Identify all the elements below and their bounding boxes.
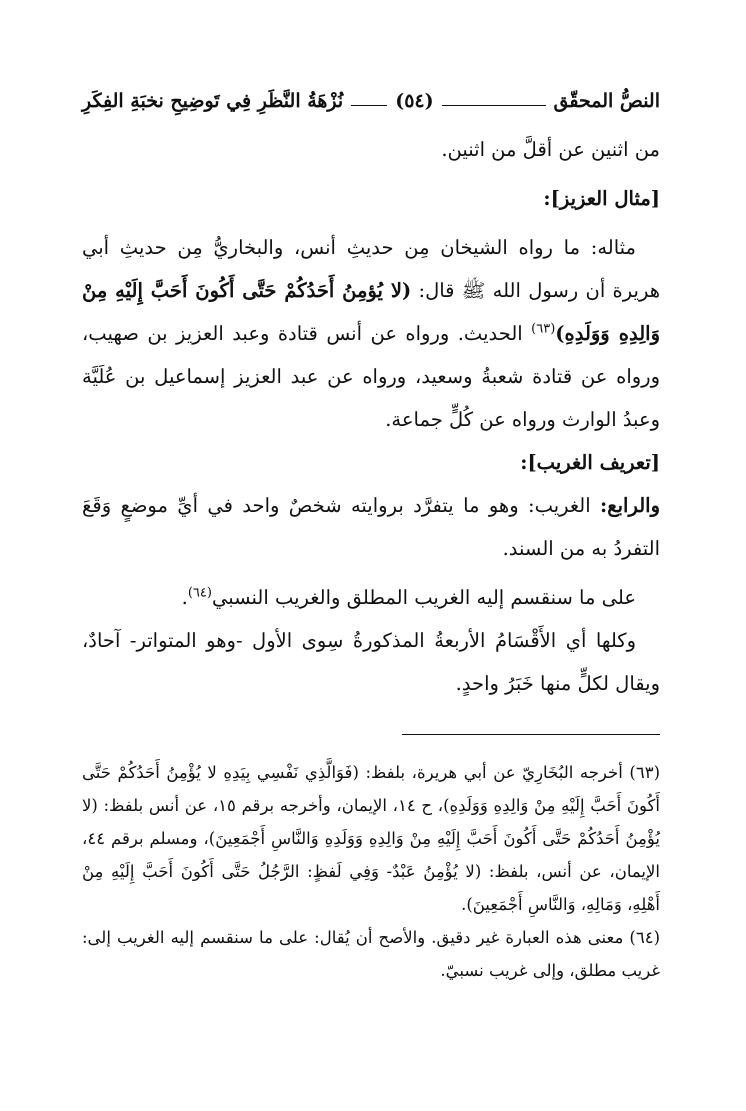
footnote-quote: (فَوَالَّذِي نَفْسِي بِيَدِهِ لا يُؤْمِنُ أَحَدُكُمْ حَتَّى أَكُونَ أَحَبَّ إِلَيْهِ مِنْ وَالِدِهِ وَوَلَدِهِ) [82,763,660,815]
heading-aziz-example: [مثال العزيز]: [543,187,660,210]
paragraph-gharib-definition [82,484,660,570]
footnote-ref-64: (٦٤) [187,585,212,601]
footnote-text: ، ح ١٤، الإيمان، وأخرجه برقم ١٥، عن أنس بلفظ: [97,796,444,815]
header-book-title: نُزْهَةُ النَّظَرِ فِي تَوضِيحِ نخبَةِ الفِكَرِ [82,90,344,112]
gharib-text: الغريب: وهو ما يتفرَّد بروايته شخصٌ واحد في أيِّ موضعٍ وَقَعَ التفردُ به من السند. [82,494,660,560]
main-text [82,128,660,705]
page-number: (٥٤) [395,90,434,112]
header-section-title: النصُّ المحقّق [553,90,660,112]
gharib-lead: والرابع: [600,494,660,517]
footnote-number: (٦٣) [629,763,661,782]
footnote-text: ، ومسلم برقم ٤٤، الإيمان، عن أنس، بلفظ: [82,829,660,881]
footnote-63 [82,756,660,921]
running-header [82,84,660,118]
paragraph-aziz-example [82,226,660,441]
footnote-number: (٦٤) [629,928,660,947]
paragraph-ahad: وكلها أي الأَقْسَامُ الأربعةُ المذكورةُ سِوى الأول -وهو المتواتر- آحادٌ، ويقال لكلٍّ منها خَبَرُ واحدٍ. [82,629,660,695]
header-dash-right [442,105,546,106]
footnote-quote: (لا يُؤْمِنُ أَحَدُكُمْ حَتَّى أَكُونَ أَحَبَّ إِلَيْهِ مِنْ وَالِدِهِ وَوَلَدِهِ وَالنَّاسِ أَجْمَعِينَ) [82,796,660,848]
footnote-text: أخرجه البُخَارِيّ عن أبي هريرة، بلفظ: [358,763,630,782]
example-continuation: الحديث. ورواه عن أنس قتادة وعبد العزيز بن صهيب، ورواه عن قتادة شعبةُ وسعيد، ورواه عن عبد العزيز إسماعيل بن عُلَيَّة وعبدُ الوارث ورواه عن كُلٍّ جماعة. [82,322,660,431]
footnote-quote: (لا يُؤْمِنُ عَبْدٌ- وَفِي لَفظٍ: الرَّجُلُ حَتَّى أَكُونَ أَحَبَّ إِلَيْهِ مِنْ أَهْلِهِ، وَمَالِهِ، وَالنَّاسِ أَجْمَعِينَ) [82,862,660,914]
paragraph-division [82,576,660,619]
footnote-text: معنى هذه العبارة غير دقيق. والأصح أن يُقال: على ما سنقسم إليه الغريب إلى: غريب مطلق، وإلى غريب نسبيّ. [82,928,660,980]
footnote-ref-63: (٦٣) [531,321,556,337]
footnotes [82,756,660,987]
continuation-line: من اثنين عن أقلَّ من اثنين. [441,138,660,161]
footnote-text: . [461,895,467,914]
example-intro: مثاله: ما رواه الشيخان مِن حديثِ أنس، والبخاريُّ مِن حديثِ أبي هريرة أن رسول الله ﷺ قال: [82,236,660,302]
footnote-separator [402,734,660,735]
hadith-quote: (لا يُؤمِنُ أَحَدُكُمْ حَتَّى أَكُونَ أَحَبَّ إِلَيْهِ مِنْ وَالِدِهِ وَوَلَدِهِ) [82,279,660,345]
footnote-64 [82,921,660,987]
heading-gharib-definition: [تعريف الغريب]: [520,451,660,474]
division-text: على ما سنقسم إليه الغريب المطلق والغريب النسبي [211,586,636,609]
header-dash-left [351,105,387,106]
division-end: . [181,586,188,609]
